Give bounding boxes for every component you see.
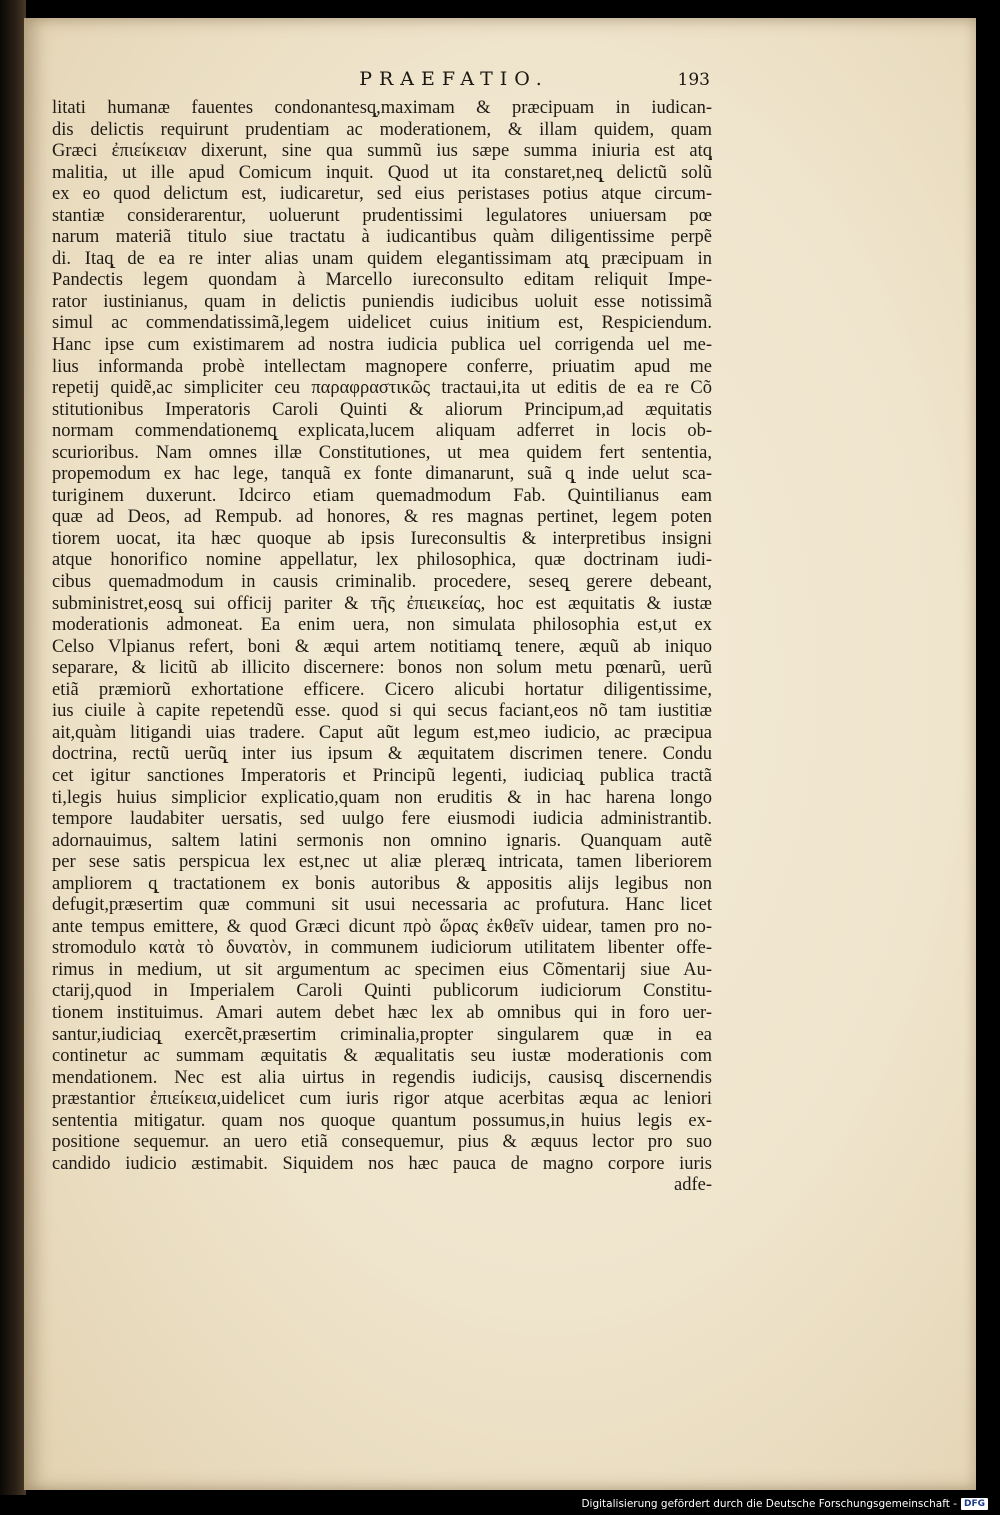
text-line: normam commendationemq̨ explicata,lucem aliquam adferret in locis ob- bbox=[52, 421, 712, 442]
text-line: continetur ac summam æquitatis & æqualitatis seu iustæ moderationis com bbox=[52, 1046, 712, 1067]
text-line: ante tempus emittere, & quod Græci dicunt πρὸ ὥρας ἐκθεῖν uidear, tamen pro no- bbox=[52, 916, 712, 937]
text-line: santur,iudiciaq̨ exercẽt,præsertim criminalia,propter singularem quæ in ea bbox=[52, 1024, 712, 1045]
text-line: rator iustinianus, quam in delictis puniendis iudicibus uoluit esse notissimã bbox=[52, 291, 712, 312]
text-line: scurioribus. Nam omnes illæ Constitutiones, ut mea quidem fert sententia, bbox=[52, 442, 712, 463]
text-line: turiginem duxerunt. Idcirco etiam quemadmodum Fab. Quintilianus eam bbox=[52, 485, 712, 506]
text-line: etiã præmiorũ exhortatione efficere. Cicero alicubi hortatur diligentissime, bbox=[52, 679, 712, 700]
text-line: tiorem uocat, ita hæc quoque ab ipsis Iureconsultis & interpretibus insigni bbox=[52, 528, 712, 549]
text-line: quæ ad Deos, ad Rempub. ad honores, & res magnas pertinet, legem poten bbox=[52, 507, 712, 528]
text-line: ius ciuile à capite repetendũ esse. quod si qui secus faciant,eos nõ tam iustitiæ bbox=[52, 701, 712, 722]
running-head: PRAEFATIO. bbox=[359, 68, 549, 90]
text-line: rimus in medium, ut sit argumentum ac specimen eius Cõmentarij siue Au- bbox=[52, 959, 712, 980]
book-spine-shadow bbox=[0, 0, 26, 1495]
text-line: di. Itaq̨ de ea re inter alias unam quidem elegantissimam atq̨ præcipuam in bbox=[52, 248, 712, 269]
text-line: ait,quàm litigandi uias tradere. Caput aũt legum est,meo iudicio, ac præcipua bbox=[52, 722, 712, 743]
text-line: tempore laudabiter uersatis, sed uulgo fere eiusmodi iudicia administrantib. bbox=[52, 809, 712, 830]
catchword: adfe- bbox=[674, 1175, 712, 1196]
text-line: Celso Vlpianus refert, boni & æqui artem notitiamq̨ tenere, æquũ ab iniquo bbox=[52, 636, 712, 657]
text-line: ex eo quod delictum est, iudicaretur, sed eius peristases potius atque circum- bbox=[52, 184, 712, 205]
page-number: 193 bbox=[677, 70, 710, 90]
text-line: candido iudicio æstimabit. Siquidem nos hæc pauca de magno corpore iuris bbox=[52, 1153, 712, 1174]
text-line: repetij quidẽ,ac simpliciter ceu παραφραστικῶς tractaui,ita ut editis de ea re Cõ bbox=[52, 378, 712, 399]
text-line: præstantior ἐπιείκεια,uidelicet cum iuris rigor atque acerbitas æqua ac leniori bbox=[52, 1089, 712, 1110]
text-line: tionem instituimus. Amari autem debet hæc lex ab omnibus qui in foro uer- bbox=[52, 1002, 712, 1023]
text-line: cibus quemadmodum in causis criminalib. procedere, seseq̨ gerere debeant, bbox=[52, 572, 712, 593]
body-text bbox=[52, 98, 712, 1197]
funding-note: Digitalisierung gefördert durch die Deutsche Forschungsgemeinschaft - bbox=[581, 1498, 957, 1510]
text-line: lius informanda probè intellectam magnopere conferre, priuatim apud me bbox=[52, 356, 712, 377]
text-line: malitia, ut ille apud Comicum inquit. Quod ut ita constaret,neq̨ delictũ solũ bbox=[52, 162, 712, 183]
text-line: positione sequemur. an uero etiã consequemur, pius & æquus lector pro suo bbox=[52, 1132, 712, 1153]
dfg-logo-icon: DFG bbox=[961, 1498, 988, 1510]
text-line: Græci ἐπιείκειαν dixerunt, sine qua summũ ius sæpe summa iniuria est atq̨ bbox=[52, 141, 712, 162]
text-line: defugit,præsertim quæ communi sit usui necessaria ac profutura. Hanc licet bbox=[52, 895, 712, 916]
text-line: sententia mitigatur. quam nos quoque quantum possumus,in huius legis ex- bbox=[52, 1110, 712, 1131]
text-line: narum materiã titulo siue tractatu à iudicantibus quàm diligentissime perpẽ bbox=[52, 227, 712, 248]
footer-credit bbox=[581, 1496, 988, 1512]
text-line: propemodum ex hac lege, tanquã ex fonte dimanarunt, suã q̨ inde uelut sca- bbox=[52, 464, 712, 485]
text-line: stromodulo κατὰ τὸ δυνατὸν, in communem iudiciorum utilitatem libenter offe- bbox=[52, 938, 712, 959]
text-line: ampliorem q̨ tractationem ex bonis autoribus & appositis alijs legibus non bbox=[52, 873, 712, 894]
text-line: subministret,eosq̨ sui officij pariter & τῆς ἐπιεικείας, hoc est æquitatis & iustæ bbox=[52, 593, 712, 614]
text-line: adornauimus, saltem latini sermonis non omnino ignaris. Quanquam autẽ bbox=[52, 830, 712, 851]
text-line: mendationem. Nec est alia uirtus in regendis iudicijs, causisq̨ discernendis bbox=[52, 1067, 712, 1088]
text-line: ti,legis huius simplicior explicatio,quam non eruditis & in hac harena longo bbox=[52, 787, 712, 808]
text-line: stantiæ considerarentur, uoluerunt prudentissimi legulatores uniuersam pœ bbox=[52, 205, 712, 226]
text-line: cet igitur sanctiones Imperatoris et Principũ legenti, iudiciaq̨ publica tractã bbox=[52, 765, 712, 786]
text-line: Pandectis legem quondam à Marcello iureconsulto editam reliquit Impe- bbox=[52, 270, 712, 291]
text-line: separare, & licitũ ab illicito discernere: bonos non solum metu pœnarũ, uerũ bbox=[52, 658, 712, 679]
text-line: simul ac commendatissimã,legem uidelicet cuius initium est, Respiciendum. bbox=[52, 313, 712, 334]
text-line: Hanc ipse cum existimarem ad nostra iudicia publica uel corrigenda uel me- bbox=[52, 335, 712, 356]
text-line: dis delictis requirunt prudentiam ac moderationem, & illam quidem, quam bbox=[52, 119, 712, 140]
text-line: moderationis admoneat. Ea enim uera, non simulata philosophia est,ut ex bbox=[52, 615, 712, 636]
text-line: doctrina, rectũ uerũq̨ inter ius ipsum & æquitatem discrimen tenere. Condu bbox=[52, 744, 712, 765]
text-line: stitutionibus Imperatoris Caroli Quinti & aliorum Principum,ad æquitatis bbox=[52, 399, 712, 420]
text-line: ctarij,quod in Imperialem Caroli Quinti publicorum iudiciorum Constitu- bbox=[52, 981, 712, 1002]
text-line: per sese satis perspicua lex est,nec ut aliæ pleræq̨ intricata, tamen liberiorem bbox=[52, 852, 712, 873]
book-page bbox=[24, 18, 976, 1490]
text-line: litati humanæ fauentes condonantesq̨,maximam & præcipuam in iudican- bbox=[52, 98, 712, 118]
text-line: atque honorifico nomine appellatur, lex philosophica, quæ doctrinam iudi- bbox=[52, 550, 712, 571]
